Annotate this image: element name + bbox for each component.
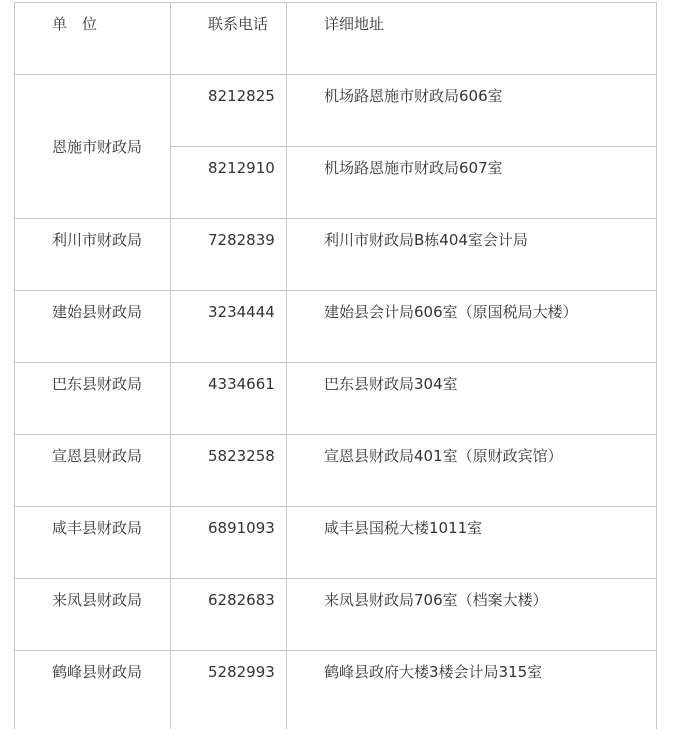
phone-cell: 3234444 — [171, 291, 287, 363]
address-cell: 建始县会计局606室（原国税局大楼） — [287, 291, 657, 363]
phone-cell: 6282683 — [171, 579, 287, 651]
contact-table — [14, 2, 657, 729]
address-cell: 宣恩县财政局401室（原财政宾馆） — [287, 435, 657, 507]
unit-cell: 鹤峰县财政局 — [15, 651, 171, 729]
table-row — [15, 219, 657, 291]
table-header-row — [15, 3, 657, 75]
phone-cell: 7282839 — [171, 219, 287, 291]
phone-cell: 8212825 — [171, 75, 287, 147]
address-cell: 机场路恩施市财政局607室 — [287, 147, 657, 219]
table-row — [15, 363, 657, 435]
phone-cell: 8212910 — [171, 147, 287, 219]
phone-cell: 4334661 — [171, 363, 287, 435]
unit-cell: 来凤县财政局 — [15, 579, 171, 651]
table-row — [15, 507, 657, 579]
unit-cell: 咸丰县财政局 — [15, 507, 171, 579]
table-row — [15, 651, 657, 729]
phone-cell: 5282993 — [171, 651, 287, 729]
phone-cell: 5823258 — [171, 435, 287, 507]
table-row — [15, 75, 657, 147]
address-cell: 巴东县财政局304室 — [287, 363, 657, 435]
address-cell: 利川市财政局B栋404室会计局 — [287, 219, 657, 291]
unit-cell: 巴东县财政局 — [15, 363, 171, 435]
address-cell: 机场路恩施市财政局606室 — [287, 75, 657, 147]
address-cell: 鹤峰县政府大楼3楼会计局315室 — [287, 651, 657, 729]
address-cell: 来凤县财政局706室（档案大楼） — [287, 579, 657, 651]
table-row — [15, 291, 657, 363]
address-cell: 咸丰县国税大楼1011室 — [287, 507, 657, 579]
header-address: 详细地址 — [287, 3, 657, 75]
phone-cell: 6891093 — [171, 507, 287, 579]
table-row — [15, 435, 657, 507]
header-phone: 联系电话 — [171, 3, 287, 75]
unit-cell: 利川市财政局 — [15, 219, 171, 291]
unit-cell: 建始县财政局 — [15, 291, 171, 363]
table-row — [15, 579, 657, 651]
header-unit: 单 位 — [15, 3, 171, 75]
unit-cell: 宣恩县财政局 — [15, 435, 171, 507]
unit-cell: 恩施市财政局 — [15, 75, 171, 219]
